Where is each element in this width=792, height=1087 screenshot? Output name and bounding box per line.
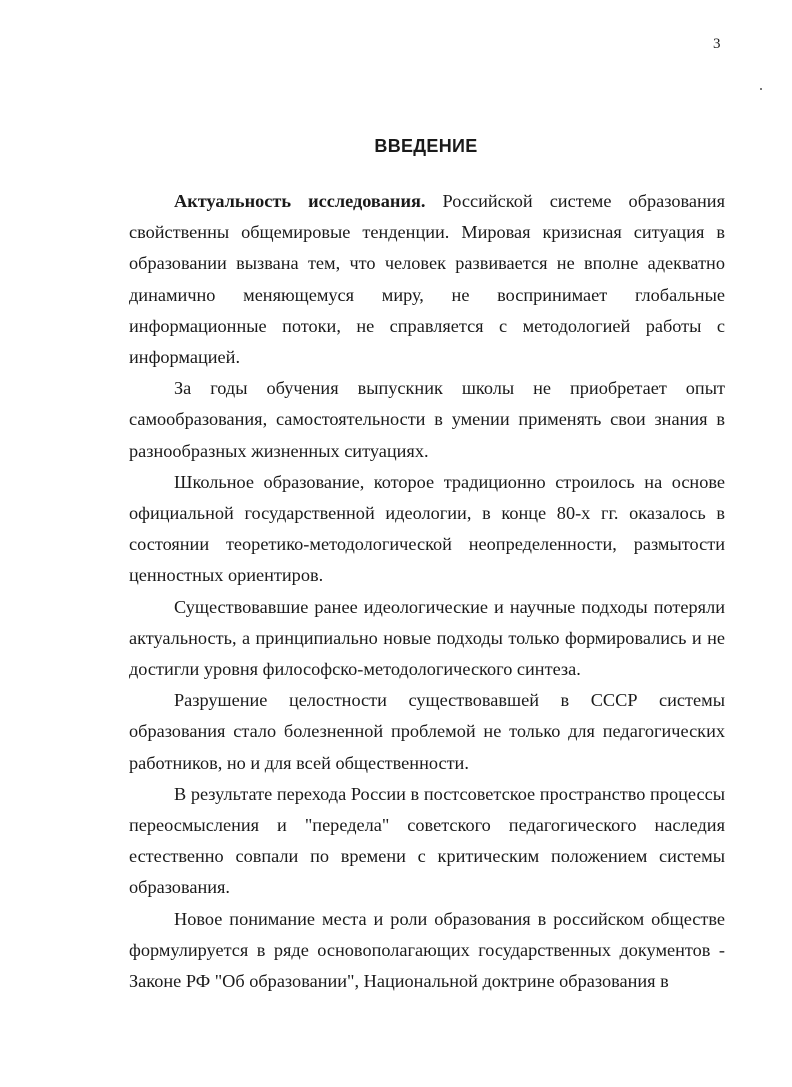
body-text: [129, 186, 725, 997]
paragraph: За годы обучения выпускник школы не приобретает опыт самообразования, самостоятельности в умении применять свои знания в разнообразных жизненных ситуациях.: [129, 378, 725, 461]
paragraph-text: Российской системе образования свойственны общемировые тенденции. Мировая кризисная ситуация в образовании вызвана тем, что человек развивается не вполне адекватно динамично меняющемуся миру, не воспринимает глобальные информационные потоки, не справляется с методологией работы с информацией.: [129, 191, 725, 368]
section-heading: ВВЕДЕНИЕ: [374, 136, 478, 156]
paragraph: Существовавшие ранее идеологические и научные подходы потеряли актуальность, а принципиально новые подходы только формировались и не достигли уровня философско-методологического синтеза.: [129, 596, 725, 680]
paragraph-lead: Актуальность исследования.: [174, 191, 426, 211]
scan-artifact: [760, 88, 762, 90]
paragraph: В результате перехода России в постсоветское пространство процессы переосмысления и "передела" советского педагогического наследия естественно совпали по времени с критическим положением системы образования.: [129, 783, 725, 898]
paragraph: Школьное образование, которое традиционно строилось на основе официальной государственной идеологии, в конце 80-х гг. оказалось в состоянии теоретико-методологической неопределенности, размытости ценностных ориентиров.: [129, 471, 725, 586]
paragraph: Новое понимание места и роли образования в российском обществе формулируется в ряде основополагающих государственных документов - Законе РФ "Об образовании", Национальной доктрине образования в: [129, 908, 725, 992]
page-number: 3: [713, 36, 721, 52]
paragraph: Разрушение целостности существовавшей в СССР системы образования стало болезненной проблемой не только для педагогических работников, но и для всей общественности.: [129, 690, 725, 773]
paragraph-relevance: [129, 186, 725, 373]
